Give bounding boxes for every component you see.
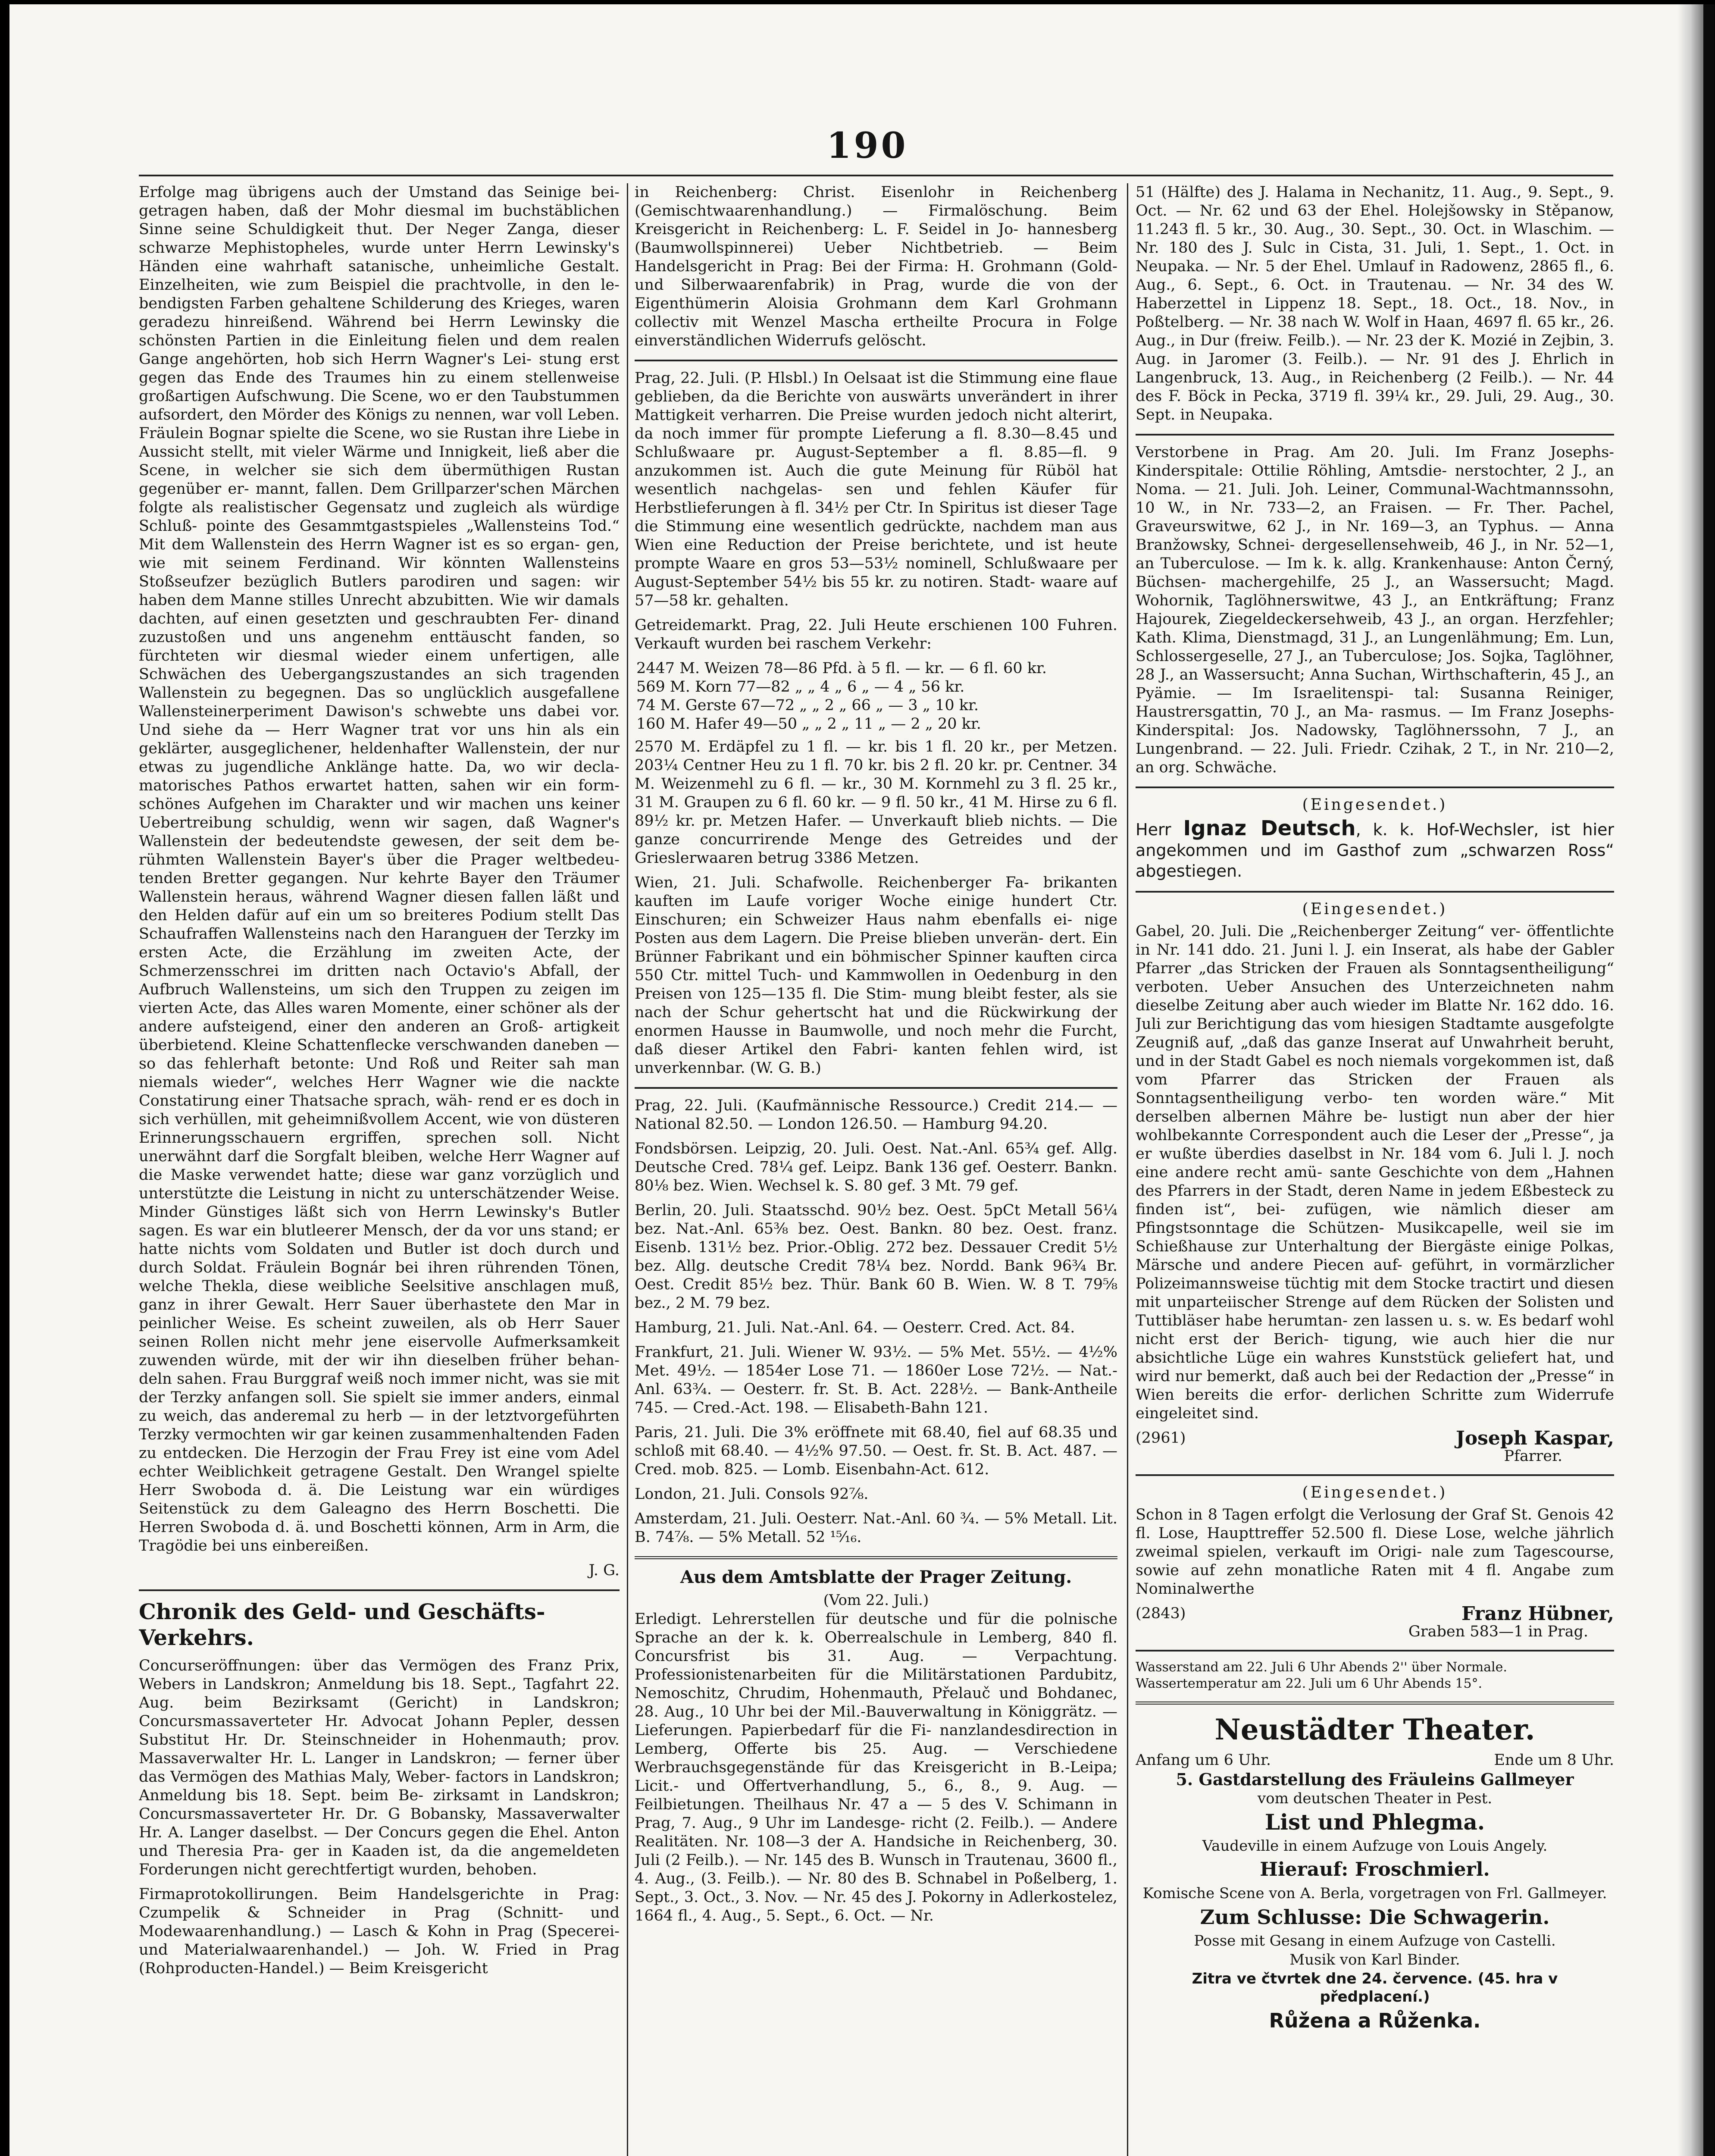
column-divider-2 — [1127, 183, 1128, 2156]
notice-signature: Franz Hübner, — [1461, 1603, 1614, 1625]
divider — [1136, 1650, 1614, 1651]
signature-row — [1136, 1604, 1614, 1623]
grain-cell: 569 M. Korn 77—82 „ „ 4 „ 6 „ — 4 „ 56 kr. — [636, 678, 965, 696]
exchange-london: London, 21. Juli. Consols 92⅞. — [635, 1485, 869, 1503]
wien-schafwolle: Wien, 21. Juli. Schafwolle. Reichenberger Fa- brikanten kauften im Laufe voriger Woche einige hundert Ctr. Einschuren; ein Schweizer Haus nahm ebenfalls ei- nige Posten aus dem Lagern. Die Preise blieben unverän- dert. Ein Brünner Fabrikant und ein böhmischer Spinner kauften circa 550 Ctr. mittel Tuch- und Kammwollen in Oedenburg in den Preisen von 125—135 fl. Die Stim- mung bleibt fester, als sie nach der Schur gehertscht hat und die Rückwirkung der enormen Hausse in Baumwolle, und noch mehr die Furcht, daß dieser Artikel den Fabri- kanten fehlen wird, ist unverkennbar. (W. G. B.) — [635, 874, 1117, 1077]
grain-tail: 2570 M. Erdäpfel zu 1 fl. — kr. bis 1 fl. 20 kr., per Metzen. 203¼ Centner Heu zu 1 fl. 70 kr. bis 2 fl. 20 kr. pr. Centner. 34 M. Weizenmehl zu 6 fl. — kr., 30 M. Kornmehl zu 3 fl. 25 kr., 31 M. Graupen zu 6 fl. 60 kr. — 9 fl. 50 kr., 41 M. Hirse zu 6 fl. 89½ kr. pr. Metzen Hafer. — Unverkauft blieb nichts. — Die ganze concurrirende Menge des Getreides und der Grieslerwaaren betrug 3386 Metzen. — [635, 738, 1117, 867]
divider — [635, 1556, 1117, 1559]
theatre-title: Neustädter Theater. — [1214, 1713, 1535, 1746]
market-getreide: Getreidemarkt. Prag, 22. Juli Heute erschienen 100 Fuhren. Verkauft wurden bei raschem Verkehr: — [635, 617, 1117, 652]
section-title-chronik: Chronik des Geld- und Geschäfts-Verkehrs. — [139, 1599, 545, 1650]
exchange-leipzig: Fondsbörsen. Leipzig, 20. Juli. Oest. Nat.-Anl. 65¾ gef. Allg. Deutsche Cred. 78¼ gef. Leipz. Bank 136 gef. Oesterr. Bankn. 80⅛ bez. Wien. Wechsel k. S. 80 gef. 3 Mt. 79 gef. — [635, 1140, 1117, 1194]
firmaprotokoll-paragraph: Firmaprotokollirungen. Beim Handelsgerichte in Prag: Czumpelik & Schneider in Prag (Schnitt- und Modewaarenhandlung.) — Lasch & Kohn in Prag (Specerei- und Materialwaarenhandel.) — Joh. W. Fried in Prag (Rohproducten-Handel.) — Beim Kreisgericht — [139, 1886, 620, 1977]
column2-intro: in Reichenberg: Christ. Eisenlohr in Reichenberg (Gemischtwaarenhandlung.) — Firmalöschung. Beim Kreisgericht in Reichenberg: L. F. Seidel in Jo- hannesberg (Baumwollspinnerei) Ueber Nichtbetrieb. — Beim Handelsgericht in Prag: Bei der Firma: H. Grohmann (Gold- und Silberwaarenfabrik) in Prag, wurde die von der Eigenthümerin Aloisia Grohmann dem Karl Grohmann collectiv mit Wenzel Mascha ertheilte Procura in Folge einverständlichen Widerrufs gelöscht. — [635, 184, 1117, 349]
grain-row — [635, 715, 1117, 733]
exchange-berlin: Berlin, 20. Juli. Staatsschd. 90½ bez. Oest. 5pCt Metall 56¼ bez. Nat.-Anl. 65⅜ bez. Oest. Bankn. 80 bez. Oest. franz. Eisenb. 131½ bez. Prior.-Oblig. 272 bez. Dessauer Credit 5½ bez. Allg. deutsche Credit 78¼ bez. Nordd. Bank 96¾ Br. Oest. Credit 85½ bez. Thür. Bank 60 B. Wien. W. 8 T. 79⅝ bez., 2 M. 79 bez. — [635, 1202, 1117, 1312]
divider — [635, 360, 1117, 361]
grain-row — [635, 696, 1117, 715]
grain-cell: 2447 M. Weizen 78—86 Pfd. à 5 fl. — kr. — 6 fl. 60 kr. — [636, 660, 1047, 677]
water-temperature: Wassertemperatur am 22. Juli um 6 Uhr Abends 15°. — [1136, 1676, 1483, 1691]
header-rule — [139, 175, 1613, 176]
closing-sub: Musik von Karl Binder. — [1289, 1951, 1460, 1968]
notice-lottery: Schon in 8 Tagen erfolgt die Verlosung der Graf St. Genois 42 fl. Lose, Haupttreffer 52.500 fl. Diese Lose, welche jährlich zweimal spielen, verkauft im Origi- nale zum Tagescourse, sowie auf zehn monatliche Raten mit 4 fl. Angabe zum Nominalwerthe — [1136, 1506, 1614, 1598]
closing-play: Zum Schlusse: Die Schwagerin. — [1200, 1905, 1550, 1929]
theatre-end: Ende um 8 Uhr. — [1494, 1752, 1614, 1769]
divider — [1136, 891, 1614, 893]
grain-cell: 160 M. Hafer 49—50 „ „ 2 „ 11 „ — 2 „ 20 kr. — [636, 715, 981, 733]
grain-row — [635, 659, 1117, 678]
theatre-times — [1136, 1751, 1614, 1770]
divider — [1136, 1474, 1614, 1476]
notice-head: (Eingesendet.) — [1302, 796, 1448, 814]
market-oelsaat: Prag, 22. Juli. (P. Hlsbl.) In Oelsaat ist die Stimmung eine flaue geblieben, da die Berichte von auswärts unverändert in ihrer Mattigkeit verharren. Die Preise wurden jedoch nicht alterirt, da noch immer für prompte Lieferung a fl. 8.30—8.45 und Schlußwaare pr. August-September a fl. 8.85—fl. 9 anzukommen ist. Auch die gute Meinung für Rüböl hat wesentlich nachgelas- sen und fehlen Käufer für Herbstlieferungen à fl. 34½ per Ctr. In Spiritus ist dieser Tage die Stimmung eine wesentlich gedrückte, nachdem man aus Wien eine Reduction der Preise berichtete, und ist heute prompte Waare en gros 53—53½ nominell, Schlußwaare per August-September 54½ bis 55 kr. zu notiren. Stadt- waare auf 57—58 kr. gehalten. — [635, 370, 1117, 609]
notice-text: , k. k. Hof-Wechsler, ist hier angekommen und im Gasthof zum „schwarzen Ross“ abgestiegen. — [1136, 820, 1614, 881]
czech-play-title: Růžena a Růženka. — [1269, 2009, 1481, 2032]
column3-intro: 51 (Hälfte) des J. Halama in Nechanitz, 11. Aug., 9. Sept., 9. Oct. — Nr. 62 und 63 der Ehel. Holejšowsky in Stěpanow, 11.243 fl. 5 kr., 30. Aug., 30. Sept., 30. Oct. in Wlaschim. — Nr. 180 des J. Sulc in Cista, 31. Juli, 1. Sept., 1. Oct. in Neupaka. — Nr. 5 der Ehel. Umlauf in Radowenz, 2865 fl., 6. Aug., 6. Sept., 6. Oct. in Trautenau. — Nr. 34 des W. Haberzettel in Lippenz 18. Sept., 18. Oct., 18. Nov., in Poßtelberg. — Nr. 38 nach W. Wolf in Haan, 4697 fl. 65 kr., 26. Aug., in Dur (freiw. Feilb.). — Nr. 23 der K. Mozié in Zejbin, 3. Aug. in Jaromer (3. Feilb.). — Nr. 91 des J. Ehrlich in Langenbruck, 13. Aug., in Reichenberg (2 Feilb.). — Nr. 44 des F. Böck in Pecka, 3719 fl. 39¼ kr., 29. Juli, 29. Aug., 30. Sept. in Neupaka. — [1136, 184, 1614, 423]
notice-signature: Joseph Kaspar, — [1455, 1427, 1614, 1449]
grain-row — [635, 678, 1117, 696]
amtsblatt-date: (Vom 22. Juli.) — [823, 1592, 929, 1609]
column-1 — [139, 183, 620, 2156]
play-sub: Komische Scene von A. Berla, vorgetragen von Frl. Gallmeyer. — [1142, 1885, 1607, 1902]
section-divider — [139, 1589, 620, 1591]
column-divider-1 — [627, 183, 628, 2156]
exchange-hamburg: Hamburg, 21. Juli. Nat.-Anl. 64. — Oesterr. Cred. Act. 84. — [635, 1319, 1075, 1336]
page-number: 190 — [826, 125, 908, 166]
theatre-start: Anfang um 6 Uhr. — [1136, 1752, 1271, 1769]
column-2 — [635, 183, 1117, 2156]
signature-row — [1136, 1429, 1614, 1448]
notice-deutsch — [1136, 818, 1614, 881]
theatre-review-text: Erfolge mag übrigens auch der Umstand das Seinige bei- getragen haben, daß der Mohr diesmal im buchstäblichen Sinne seine Schuldigkeit thut. Der Neger Zanga, dieser schwarze Mephistopheles, wurde unter Herrn Lewinsky's Händen eine wahrhaft satanische, unheimliche Gestalt. Einzelheiten, wie zum Beispiel die prachtvolle, in den le- bendigsten Farben gehaltene Schilderung des Krieges, waren geradezu hinreißend. Während bei Herrn Lewinsky die schönsten Partien in die Einleitung fielen und dem realen Gange angehörten, hob sich Herrn Wagner's Lei- stung erst gegen das Ende des Traumes hin zu einem stellenweise großartigen Aufschwung. Die Scene, wo er den Taubstummen aufsordert, den Mörder des Königs zu nennen, war voll Leben. Fräulein Bognar spielte die Scene, wo sie Rustan ihre Liebe in Aussicht stellt, mit vieler Wärme und Innigkeit, ließ aber die Scene, in welcher sie sich dem übermüthigen Rustan gegenüber er- mannt, fallen. Dem Grillparzer'schen Märchen folgte als realistischer Gegensatz und zugleich als würdige Schluß- pointe des Gesammtgastspieles „Wallensteins Tod.“ Mit dem Wallenstein des Herrn Wagner ist es so ergan- gen, wie mit seinem Ferdinand. Wir könnten Wallensteins Stoßseufzer bezüglich Butlers parodiren und sagen: wir haben dem Manne stilles Unrecht abzubitten. Wie wir damals dachten, auf einen gesetzten und geschraubten Fer- dinand zuzustoßen und uns angenehm enttäuscht fanden, so fürchteten wir diesmal wieder einem unfertigen, alle Schwächen des Uebergangszustandes an sich tragenden Wallenstein zu begegnen. Das so unglücklich ausgefallene Wallensteinerperiment Dawison's schwebte uns dabei vor. Und siehe da — Herr Wagner trat vor uns hin als ein geklärter, ausgeglichener, heldenhafter Wallenstein, der nur etwas zu jugendliche Anklänge hatte. Da, wo wir decla- matorisches Pathos erwartet hatten, sahen wir ein form- schönes Aufgehen im Charakter und wir machen uns keiner Uebertreibung schuldig, wenn wir sagen, daß Wagner's Wallenstein der bedeutendste gewesen, der seit dem be- rühmten Wallenstein Bayer's über die Prager weltbedeu- tenden Bretter gegangen. Nur kehrte Bayer den Träumer Wallenstein heraus, während Wagner diesen fallen läßt und den Helden dafür auf ein um so breiteres Podium stellt Das Schaufraffen Wallensteins nach den Harangueн der Terzky im ersten Acte, die Erzählung im zweiten Acte, der Schmerzensschrei im dritten nach Octavio's Abfall, der Aufbruch Wallensteins, um sich den Truppen zu zeigen im vierten Acte, das Alles waren Momente, einer schöner als der andere aufsteigend, einer den anderen an Groß- artigkeit überbietend. Kleine Schattenflecke verschwanden daneben — so das fehlerhaft betonte: Und Roß und Reiter sah man niemals wieder“, welches Herr Wagner wie die nackte Constatirung einer Thatsache sprach, wäh- rend er es doch in sich verhüllen, mit geheimnißvollem Accent, wie von düsteren Erinnerungsschauern ergriffen, sprechen soll. Nicht unerwähnt darf die Sorgfalt bleiben, welche Herr Wagner auf die Maske verwendet hatte; diese war ganz vorzüglich und unterstützte die Leistung in nicht zu unterschätzender Weise. Minder Günstiges läßt sich von Herrn Lewinsky's Butler sagen. Es war ein blutleerer Mensch, der da vor uns stand; er hatte nichts vom Soldaten und Butler ist doch durch und durch Soldat. Fräulein Bognár bei ihren rührenden Tönen, welche Thekla, diese weibliche Seelsitive anschlagen muß, ganz in ihrer Gewalt. Herr Sauer überhastete den Mar in peinlicher Weise. Es scheint zuweilen, als ob Herr Sauer seinen Rollen nicht mehr jene eiservolle Aufmerksamkeit zuwenden würde, mit der wir ihn dieselben früher behan- deln sahen. Frau Burggraf weiß noch immer nicht, was sie mit der Terzky anfangen soll. Sie spielt sie immer anders, einmal zu weich, das anderemal zu herb — in der letztvorgeführten Terzky vermochten wir gar keinen zusammenhaltenden Faden zu entdecken. Die Herzogin der Frau Frey ist eine vom Adel echter Weiblichkeit getragene Gestalt. Den Wrangel spielte Herr Swoboda d. ä. Die Leistung war ein würdiges Seitenstück zu dem Galeagno des Herrn Boschetti. Die Herren Swoboda d. ä. und Boschetti können, Arm in Arm, die Tragödie bei uns einbereißen. — [139, 184, 620, 1554]
exchange-frankfurt: Frankfurt, 21. Juli. Wiener W. 93½. — 5% Met. 55½. — 4½% Met. 49½. — 1854er Lose 71. — 1860er Lose 72½. — Nat.-Anl. 63¾. — Oesterr. fr. St. B. Act. 228½. — Bank-Antheile 745. — Cred.-Act. 198. — Elisabeth-Bahn 121. — [635, 1344, 1117, 1416]
theatre-guest-sub: vom deutschen Theater in Pest. — [1257, 1790, 1493, 1807]
newspaper-page — [9, 4, 1715, 2156]
page-gutter-shadow — [1677, 4, 1703, 2156]
divider — [1136, 1702, 1614, 1705]
notice-head: (Eingesendet.) — [1302, 1484, 1448, 1501]
notice-address: Graben 583—1 in Prag. — [1408, 1623, 1588, 1640]
grain-table — [635, 659, 1117, 733]
divider — [635, 1087, 1117, 1089]
theatre-guest: 5. Gastdarstellung des Fräuleins Gallmeyer — [1176, 1770, 1574, 1789]
notice-gabel: Gabel, 20. Juli. Die „Reichenberger Zeitung“ ver- öffentlichte in Nr. 141 ddo. 21. Juni l. J. ein Inserat, als habe der Gabler Pfarrer „das Stricken der Frauen als Sonntagsentheiligung“ verboten. Ueber Ansuchen des Unterzeichneten nahm dieselbe Zeitung aber auch wieder im Blatte Nr. 162 ddo. 16. Juli zur Berichtigung das vom hiesigen Stadtamte ausgefolgte Zeugniß auf, „daß das ganze Inserat auf Unwahrheit beruht, und in der Stadt Gabel es noch niemals vorgekommen ist, daß vom Pfarrer das Stricken der Frauen als Sonntagsentheiligung verbo- ten worden wäre.“ Mit derselben albernen Mähre be- lustigt nun aber der hier wohlbekannte Correspondent auch die Leser der „Presse“, ja er wußte überdies daselbst in Nr. 184 vom 6. Juli l. J. noch eine andere recht amü- sante Geschichte von dem „Hahnen des Pfarrers in der Stadt, deren Name in jedem Eßbesteck zu finden ist“, bei- zufügen, wie nämlich dieser am Pfingstsonntage die Schützen- Musikcapelle, weil sie im Schießhause zur Unterhaltung der Biergäste einige Polkas, Märsche und andere Piecen auf- geführt, in vormärzlicher Polizeimannsweise tüchtig mit dem Stocke tractirt und diesen mit unparteiischer Strenge auf dem Rücken der Solisten und Tuttibläser habe herumtan- zen lassen u. s. w. Es bedarf wohl nicht erst der Berich- tigung, wie auch hier die nur absichtliche Lüge ein wahres Kunststück geliefert hat, und wird nur bemerkt, daß auch bei der Redaction der „Presse“ in Wien bereits die erfor- derlichen Schritte zum Widerrufe eingeleitet sind. — [1136, 923, 1614, 1422]
review-signature: J. G. — [588, 1562, 620, 1579]
water-level: Wasserstand am 22. Juli 6 Uhr Abends 2'' über Normale. — [1136, 1660, 1507, 1675]
prag-credit: Prag, 22. Juli. (Kaufmännische Ressource.) Credit 214.— — National 82.50. — London 126.50. — Hamburg 94.20. — [635, 1097, 1117, 1133]
czech-announcement: Zitra ve čtvrtek dne 24. července. (45. hra v předplacení.) — [1192, 1970, 1558, 2006]
divider — [1136, 434, 1614, 436]
closing-sub: Posse mit Gesang in einem Aufzuge von Castelli. — [1194, 1932, 1556, 1949]
play-title: Hierauf: Froschmierl. — [1260, 1858, 1490, 1880]
notice-head: (Eingesendet.) — [1302, 900, 1448, 918]
column-3 — [1136, 183, 1614, 2156]
exchange-paris: Paris, 21. Juli. Die 3% eröffnete mit 68.40, fiel auf 68.35 und schloß mit 68.40. — 4½% 97.50. — Oest. fr. St. B. Act. 487. — Cred. mob. 825. — Lomb. Eisenbahn-Act. 612. — [635, 1424, 1117, 1478]
notice-number: (2843) — [1136, 1605, 1186, 1622]
deaths-prague: Verstorbene in Prag. Am 20. Juli. Im Franz Josephs-Kinderspitale: Ottilie Röhling, Amtsdie- nerstochter, 2 J., an Noma. — 21. Juli. Joh. Leiner, Communal-Wachtmannssohn, 10 W., in Nr. 733—2, an Fraisen. — Fr. Ther. Pachel, Graveurswitwe, 62 J., in Nr. 169—3, an Typhus. — Anna Branžowsky, Schnei- dergesellensehweib, 46 J., in Nr. 52—1, an Tuberculose. — Im k. k. allg. Krankenhause: Anton Černý, Büchsen- machergehilfe, 25 J., an Wassersucht; Magd. Wohornik, Taglöhnerswitwe, 43 J., an Entkräftung; Franz Hajourek, Ziegeldeckersehweib, 43 J., an organ. Herzfehler; Kath. Klima, Dienstmagd, 31 J., an Lungenlähmung; Em. Lun, Schlossergeselle, 27 J., an Tuberculose; Jos. Sojka, Taglöhner, 28 J., an Wassersucht; Anna Suchan, Wirthschafterin, 45 J., an Pyämie. — Im Israelitenspi- tal: Susanna Reiniger, Haustrersgattin, 70 J., an Ma- rasmus. — Im Franz Josephs-Kinderspital: Jos. Nadowsky, Taglöhnerssohn, 7 J., an Lungenbrand. — 22. Juli. Friedr. Czihak, 2 T., in Nr. 210—2, an org. Schwäche. — [1136, 444, 1614, 776]
notice-name: Ignaz Deutsch — [1183, 816, 1356, 840]
amtsblatt-text: Erledigt. Lehrerstellen für deutsche und für die polnische Sprache an der k. k. Oberrealschule in Lemberg, 840 fl. Concursfrist bis 31. Aug. — Verpachtung. Professionistenarbeiten für die Militärstationen Pardubitz, Nemoschitz, Chrudim, Hohenmauth, Přelauč und Bohdanec, 28. Aug., 10 Uhr bei der Mil.-Bauverwaltung in Königgrätz. — Lieferungen. Papierbedarf für die Fi- nanzlandesdirection in Lemberg, Offerte bis 25. Aug. — Verschiedene Werbrauchsgegenstände für das Kreisgericht in B.-Leipa; Licit.- und Offertverhandlung, 5., 6., 8., 9. Aug. — Feilbietungen. Theilhaus Nr. 47 a — 5 des V. Schimann in Prag, 7. Aug., 9 Uhr im Landesge- richt (2. Feilb.). — Andere Realitäten. Nr. 108—3 der A. Handsiche in Reichenberg, 30. Juli (2 Feilb.). — Nr. 145 des B. Wunsch in Trautenau, 3600 fl., 4. Aug., (3. Feilb.). — Nr. 80 des B. Schnabel in Poßelberg, 1. Sept., 3. Oct., 3. Nov. — Nr. 45 des J. Pokorny in Adlerkostelez, 1664 fl., 4. Aug., 5. Sept., 6. Oct. — Nr. — [635, 1611, 1117, 1924]
play-sub: Vaudeville in einem Aufzuge von Louis Angely. — [1202, 1837, 1548, 1855]
amtsblatt-title: Aus dem Amtsblatte der Prager Zeitung. — [680, 1567, 1072, 1587]
play-title: List und Phlegma. — [1264, 1809, 1485, 1835]
divider — [1136, 787, 1614, 788]
notice-text: Herr — [1136, 820, 1183, 839]
notice-number: (2961) — [1136, 1429, 1186, 1447]
notice-role: Pfarrer. — [1504, 1448, 1562, 1465]
concurs-paragraph: Concurseröffnungen: über das Vermögen des Franz Prix, Webers in Landskron; Anmeldung bis 18. Sept., Tagfahrt 22. Aug. beim Bezirksamt (Gericht) in Landskron; Concursmassaverteter Hr. Advocat Johann Pepler, dessen Substitut Hr. Dr. Steinschneider in Hohenmauth; prov. Massaverwalter Hr. L. Langer in Landskron; — ferner über das Vermögen des Mathias Maly, Weber- factors in Landskron; Anmeldung bis 18. Sept. beim Be- zirksamt in Landskron; Concursmassaverteter Hr. Dr. G Bobansky, Massaverwalter Hr. A. Langer daselbst. — Der Concurs gegen die Ehel. Anton und Theresia Pra- ger in Kaaden ist, da die angemeldeten Forderungen nicht gerechtfertigt wurden, behoben. — [139, 1657, 620, 1878]
exchange-amsterdam: Amsterdam, 21. Juli. Oesterr. Nat.-Anl. 60 ¾. — 5% Metall. Lit. B. 74⅞. — 5% Metall. 52 ¹⁵⁄₁₆. — [635, 1510, 1117, 1546]
grain-cell: 74 M. Gerste 67—72 „ „ 2 „ 66 „ — 3 „ 10 kr. — [636, 697, 979, 714]
